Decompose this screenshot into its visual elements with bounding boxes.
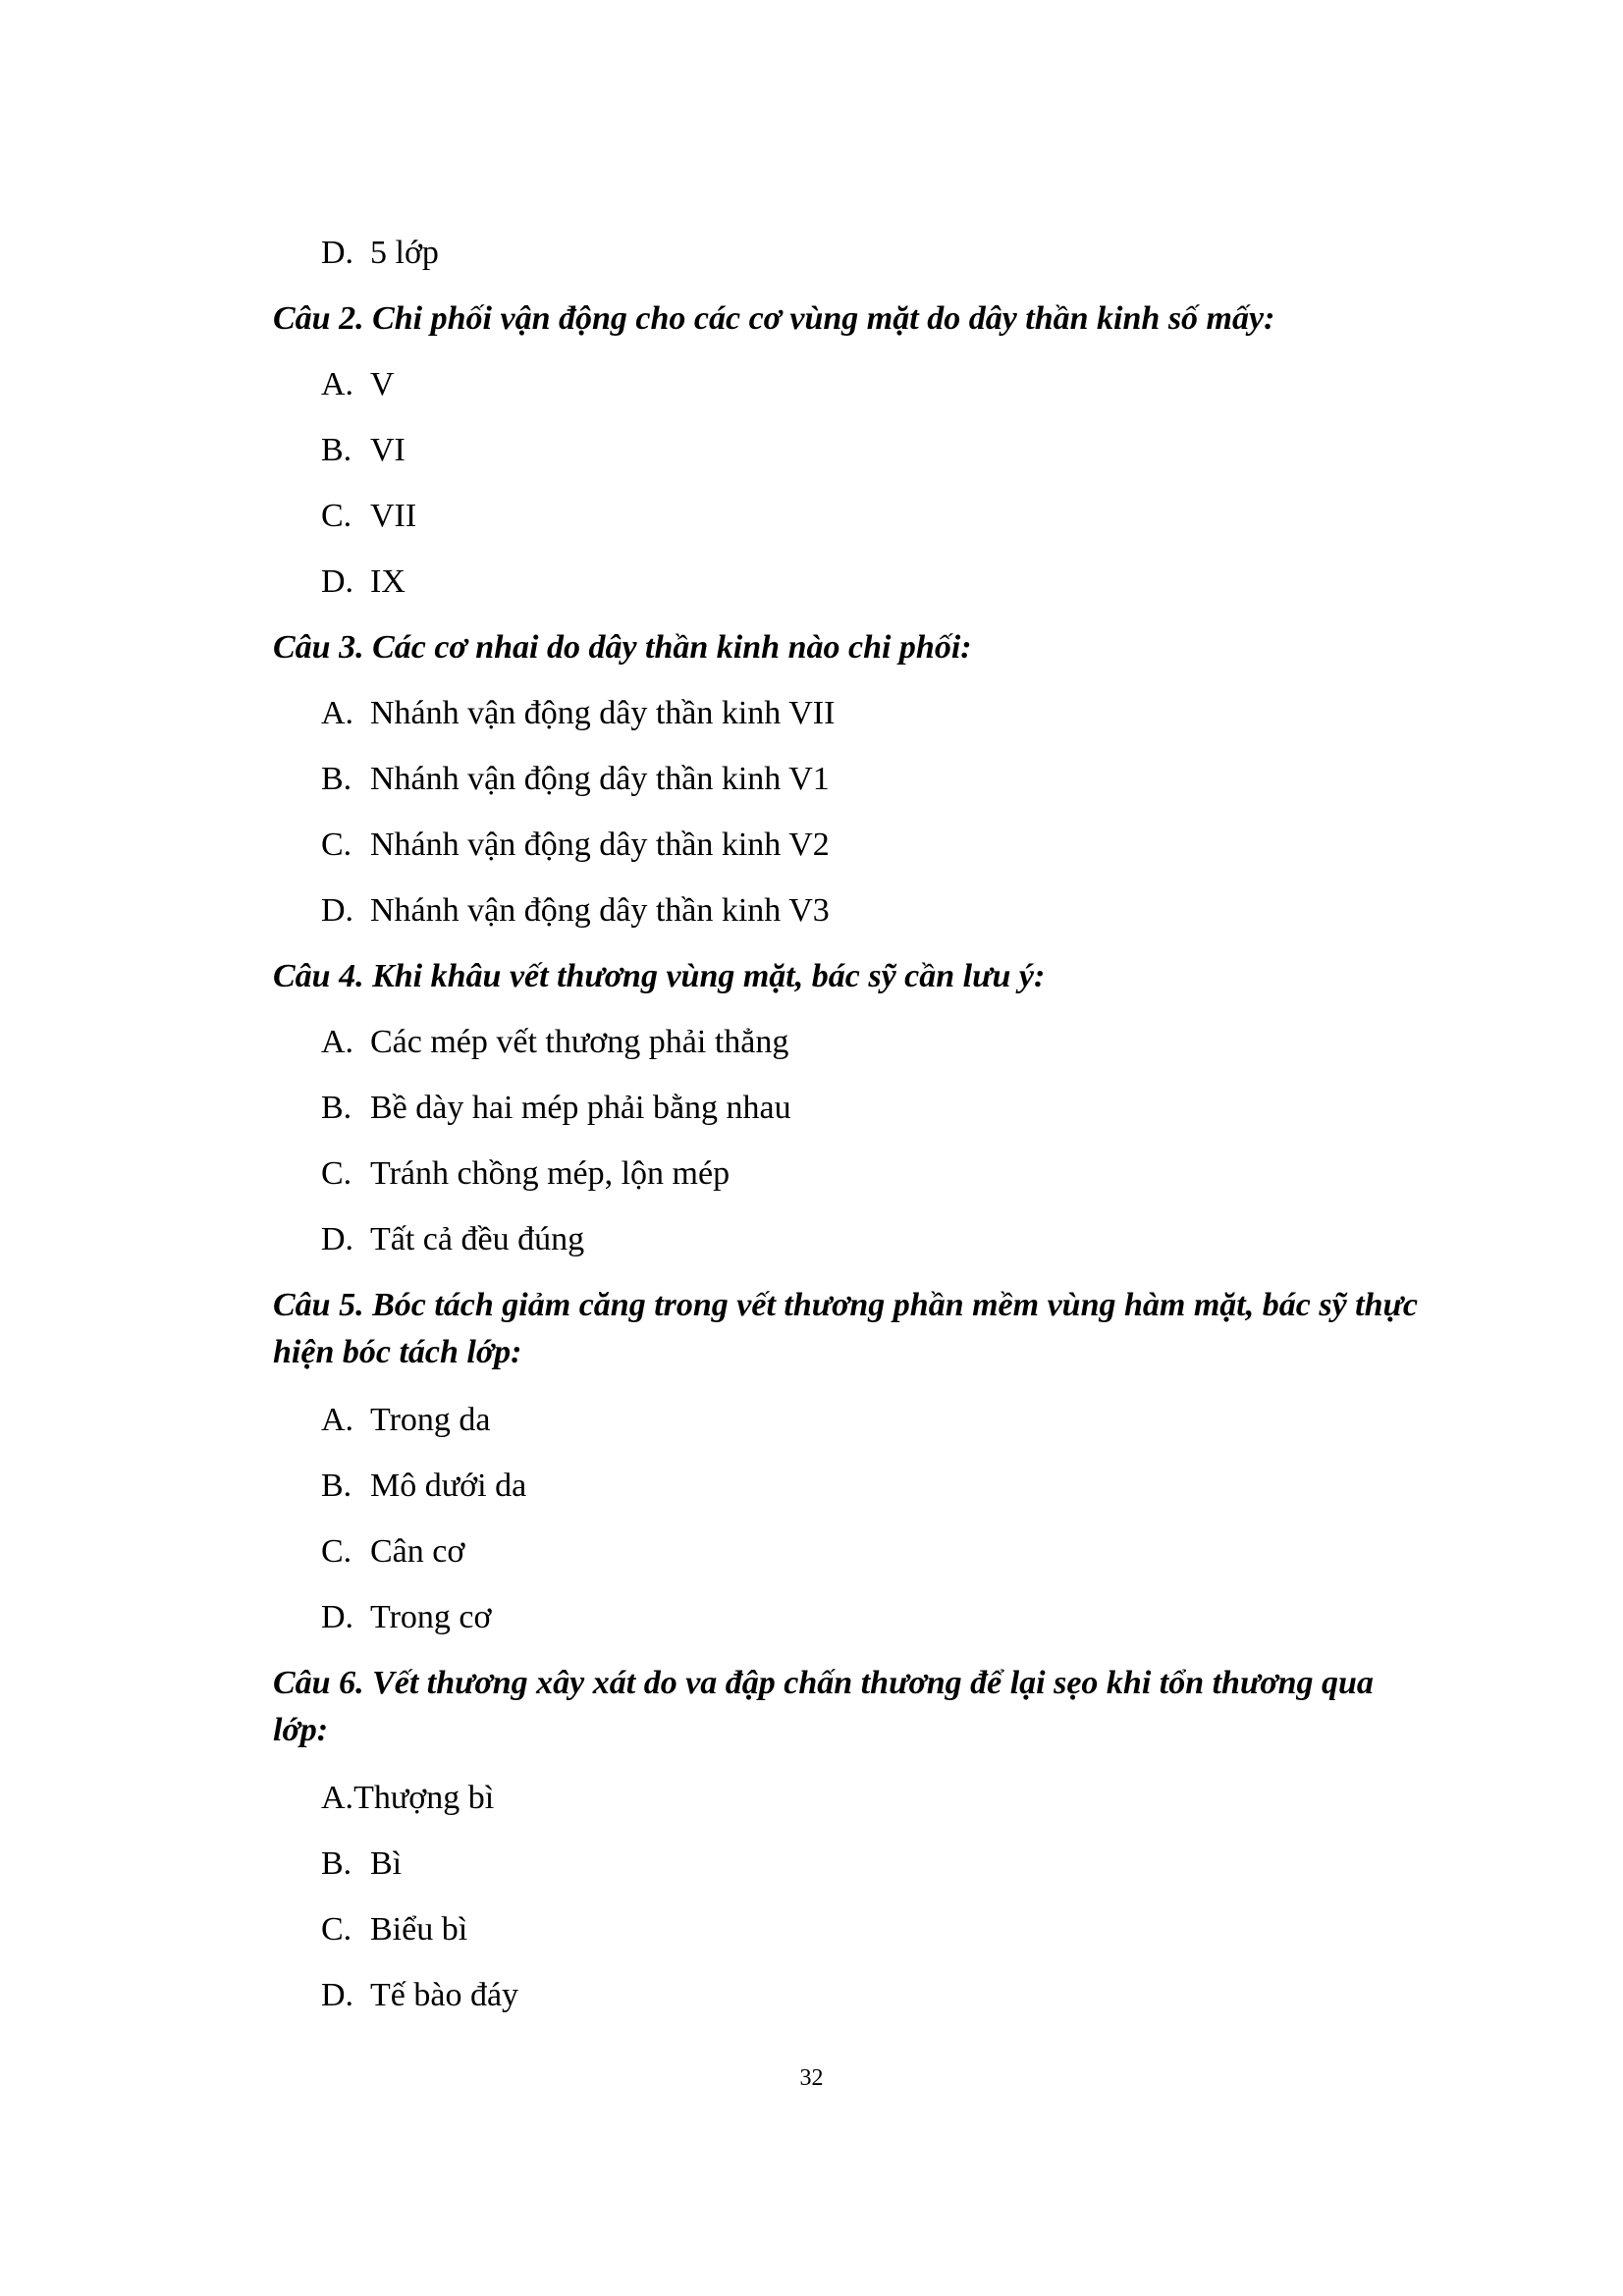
option-line: [321, 562, 406, 602]
option-text: Nhánh vận động dây thần kinh VII: [370, 695, 836, 731]
option-line: [321, 1910, 467, 1949]
option-line: [321, 1089, 791, 1128]
option-line: [321, 694, 835, 733]
option-line: [321, 431, 406, 470]
option-letter: C.: [321, 498, 352, 534]
option-line: [321, 1532, 464, 1572]
option-letter: D.: [321, 1977, 354, 2013]
option-text: VI: [370, 432, 406, 468]
option-line: [321, 1401, 491, 1440]
option-line: [321, 1598, 491, 1637]
option-letter: C.: [321, 1155, 352, 1192]
question-line: Câu 5. Bóc tách giảm căng trong vết thương phần mềm vùng hàm mặt, bác sỹ thực: [273, 1287, 1418, 1323]
option-line: [321, 760, 830, 799]
option-line: [321, 234, 439, 273]
option-letter: A.: [321, 1402, 354, 1438]
question-line-continued: hiện bóc tách lớp:: [273, 1334, 522, 1370]
option-text: Tránh chồng mép, lộn mép: [370, 1155, 730, 1192]
option-text: Trong cơ: [370, 1599, 492, 1635]
question-line: Câu 4. Khi khâu vết thương vùng mặt, bác sỹ cần lưu ý:: [273, 958, 1046, 994]
option-text: Thượng bì: [353, 1780, 495, 1816]
option-text: Cân cơ: [370, 1533, 465, 1570]
option-line: [321, 1844, 402, 1884]
option-letter: C.: [321, 1911, 352, 1948]
question-line: Câu 2. Chi phối vận động cho các cơ vùng mặt do dây thần kinh số mấy:: [273, 300, 1275, 337]
option-line: [321, 1976, 518, 2015]
option-line: [321, 1220, 584, 1259]
option-line: [321, 1154, 730, 1194]
option-letter: A.: [321, 366, 354, 402]
option-line: [321, 1023, 788, 1062]
option-letter: B.: [321, 1090, 352, 1126]
question-line: Câu 6. Vết thương xây xát do va đập chấn thương để lại sẹo khi tổn thương qua: [273, 1665, 1374, 1701]
option-letter: B.: [321, 1468, 352, 1504]
option-text: Các mép vết thương phải thẳng: [370, 1024, 789, 1060]
option-letter: B.: [321, 1845, 352, 1882]
option-text: Tất cả đều đúng: [370, 1221, 585, 1257]
option-text: 5 lớp: [370, 235, 439, 271]
option-line: [321, 826, 830, 865]
option-letter: C.: [321, 827, 352, 863]
option-letter: B.: [321, 432, 352, 468]
option-line: [321, 1779, 494, 1818]
question-line: Câu 3. Các cơ nhai do dây thần kinh nào chi phối:: [273, 629, 972, 666]
option-line: [321, 1467, 526, 1506]
option-letter: A.: [321, 1780, 354, 1816]
option-text: IX: [370, 563, 406, 600]
option-letter: D.: [321, 563, 354, 600]
question-line-continued: lớp:: [273, 1712, 329, 1748]
option-text: VII: [370, 498, 417, 534]
option-letter: D.: [321, 235, 354, 271]
option-text: Nhánh vận động dây thần kinh V1: [370, 761, 830, 797]
option-letter: C.: [321, 1533, 352, 1570]
option-text: Nhánh vận động dây thần kinh V2: [370, 827, 830, 863]
option-letter: B.: [321, 761, 352, 797]
option-line: [321, 497, 416, 536]
option-text: Bì: [370, 1845, 403, 1882]
option-text: Mô dưới da: [370, 1468, 527, 1504]
option-letter: A.: [321, 695, 354, 731]
page-number: 32: [799, 2065, 824, 2091]
option-letter: D.: [321, 1221, 354, 1257]
option-text: Bề dày hai mép phải bằng nhau: [370, 1090, 791, 1126]
option-text: Nhánh vận động dây thần kinh V3: [370, 892, 830, 929]
option-line: [321, 891, 830, 931]
option-text: Trong da: [370, 1402, 491, 1438]
option-text: Tế bào đáy: [370, 1977, 519, 2013]
option-text: V: [370, 366, 395, 402]
option-text: Biểu bì: [370, 1911, 468, 1948]
option-letter: D.: [321, 892, 354, 929]
option-letter: D.: [321, 1599, 354, 1635]
option-letter: A.: [321, 1024, 354, 1060]
option-line: [321, 365, 395, 404]
